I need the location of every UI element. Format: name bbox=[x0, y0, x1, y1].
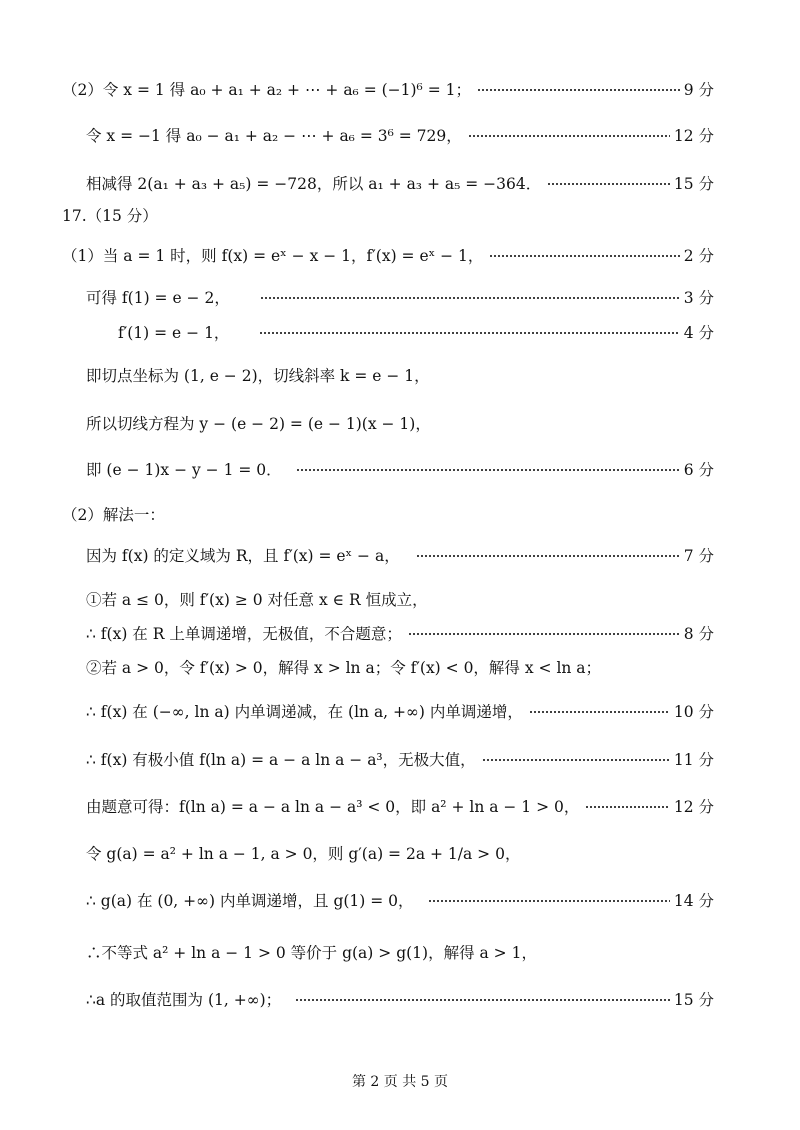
dot-leader bbox=[529, 710, 670, 714]
solution-line-13 bbox=[0, 590, 800, 610]
score-mark: 2 分 bbox=[683, 247, 714, 265]
line-text: 令 g(a) = a² + ln a − 1, a > 0，则 g′(a) = 2a + 1/a > 0， bbox=[86, 845, 521, 863]
score-mark: 10 分 bbox=[673, 703, 714, 721]
solution-line-8 bbox=[0, 366, 800, 386]
dot-leader bbox=[416, 554, 680, 558]
score-mark: 4 分 bbox=[683, 324, 714, 342]
score-mark: 6 分 bbox=[683, 461, 714, 479]
line-text: ②若 a > 0，令 f′(x) > 0，解得 x > ln a；令 f′(x) < 0，解得 x < ln a； bbox=[86, 659, 602, 677]
score-mark: 12 分 bbox=[673, 127, 714, 145]
solution-line-16 bbox=[0, 702, 800, 722]
line-text: （2）令 x = 1 得 a₀ + a₁ + a₂ + ⋯ + a₆ = (−1)⁶ = 1； bbox=[62, 81, 471, 99]
solution-line-19 bbox=[0, 844, 800, 864]
line-text: ∴ g(a) 在 (0, +∞) 内单调递增，且 g(1) = 0， bbox=[86, 892, 414, 910]
question-number: 17.（15 分） bbox=[62, 207, 158, 225]
line-text: ①若 a ≤ 0，则 f′(x) ≥ 0 对任意 x ∈ R 恒成立， bbox=[86, 591, 428, 609]
line-text: （2）解法一： bbox=[62, 506, 165, 524]
dot-leader bbox=[428, 899, 670, 903]
solution-line-11 bbox=[0, 505, 800, 525]
solution-line-15 bbox=[0, 658, 800, 678]
score-mark: 8 分 bbox=[683, 625, 714, 643]
solution-line-14 bbox=[0, 624, 800, 644]
solution-line-7 bbox=[0, 323, 800, 343]
dot-leader bbox=[295, 998, 670, 1002]
solution-line-3 bbox=[0, 174, 800, 194]
score-mark: 7 分 bbox=[683, 547, 714, 565]
dot-leader bbox=[489, 254, 679, 258]
line-text: ∴ f(x) 在 R 上单调递增，无极值，不合题意； bbox=[86, 625, 402, 643]
solution-line-22 bbox=[0, 990, 800, 1010]
dot-leader bbox=[408, 632, 680, 636]
line-text: 令 x = −1 得 a₀ − a₁ + a₂ − ⋯ + a₆ = 3⁶ = 729， bbox=[86, 127, 462, 145]
solution-line-9 bbox=[0, 414, 800, 434]
score-mark: 3 分 bbox=[683, 289, 714, 307]
score-mark: 12 分 bbox=[673, 798, 714, 816]
solution-line-6 bbox=[0, 288, 800, 308]
score-mark: 9 分 bbox=[683, 81, 714, 99]
dot-leader bbox=[547, 182, 670, 186]
line-text: 所以切线方程为 y − (e − 2) = (e − 1)(x − 1)， bbox=[86, 415, 431, 433]
solution-line-17 bbox=[0, 750, 800, 770]
question-heading bbox=[0, 206, 800, 226]
dot-leader bbox=[260, 296, 680, 300]
dot-leader bbox=[259, 331, 679, 335]
solution-line-1 bbox=[0, 80, 800, 100]
line-text: 相减得 2(a₁ + a₃ + a₅) = −728，所以 a₁ + a₃ + a₅ = −364． bbox=[86, 175, 542, 193]
score-mark: 15 分 bbox=[673, 991, 714, 1009]
line-text: （1）当 a = 1 时，则 f(x) = eˣ − x − 1，f′(x) = eˣ − 1， bbox=[62, 247, 484, 265]
line-text: f′(1) = e − 1， bbox=[118, 324, 230, 342]
line-text: ∴a 的取值范围为 (1, +∞)； bbox=[86, 991, 282, 1009]
solution-line-20 bbox=[0, 891, 800, 911]
score-mark: 14 分 bbox=[673, 892, 714, 910]
dot-leader bbox=[482, 758, 670, 762]
solution-line-10 bbox=[0, 460, 800, 480]
solution-line-2 bbox=[0, 126, 800, 146]
solution-line-5 bbox=[0, 246, 800, 266]
line-text: 可得 f(1) = e − 2， bbox=[86, 289, 230, 307]
solution-line-21 bbox=[0, 943, 800, 963]
solution-line-18 bbox=[0, 797, 800, 817]
line-text: ∴不等式 a² + ln a − 1 > 0 等价于 g(a) > g(1)，解得 a > 1， bbox=[86, 944, 537, 962]
dot-leader bbox=[296, 468, 680, 472]
page-footer: 第 2 页 共 5 页 bbox=[351, 1074, 449, 1090]
line-text: 即 (e − 1)x − y − 1 = 0． bbox=[86, 461, 282, 479]
dot-leader bbox=[468, 134, 670, 138]
line-text: ∴ f(x) 有极小值 f(ln a) = a − a ln a − a³，无极大值， bbox=[86, 751, 476, 769]
line-text: 即切点坐标为 (1, e − 2)，切线斜率 k = e − 1， bbox=[86, 367, 430, 385]
line-text: 因为 f(x) 的定义域为 R，且 f′(x) = eˣ − a， bbox=[86, 547, 400, 565]
score-mark: 15 分 bbox=[673, 175, 714, 193]
line-text: ∴ f(x) 在 (−∞, ln a) 内单调递减，在 (ln a, +∞) 内单调递增， bbox=[86, 703, 523, 721]
solution-line-12 bbox=[0, 546, 800, 566]
dot-leader bbox=[585, 805, 669, 809]
score-mark: 11 分 bbox=[673, 751, 714, 769]
dot-leader bbox=[477, 88, 680, 92]
line-text: 由题意可得：f(ln a) = a − a ln a − a³ < 0，即 a² + ln a − 1 > 0， bbox=[86, 798, 580, 816]
